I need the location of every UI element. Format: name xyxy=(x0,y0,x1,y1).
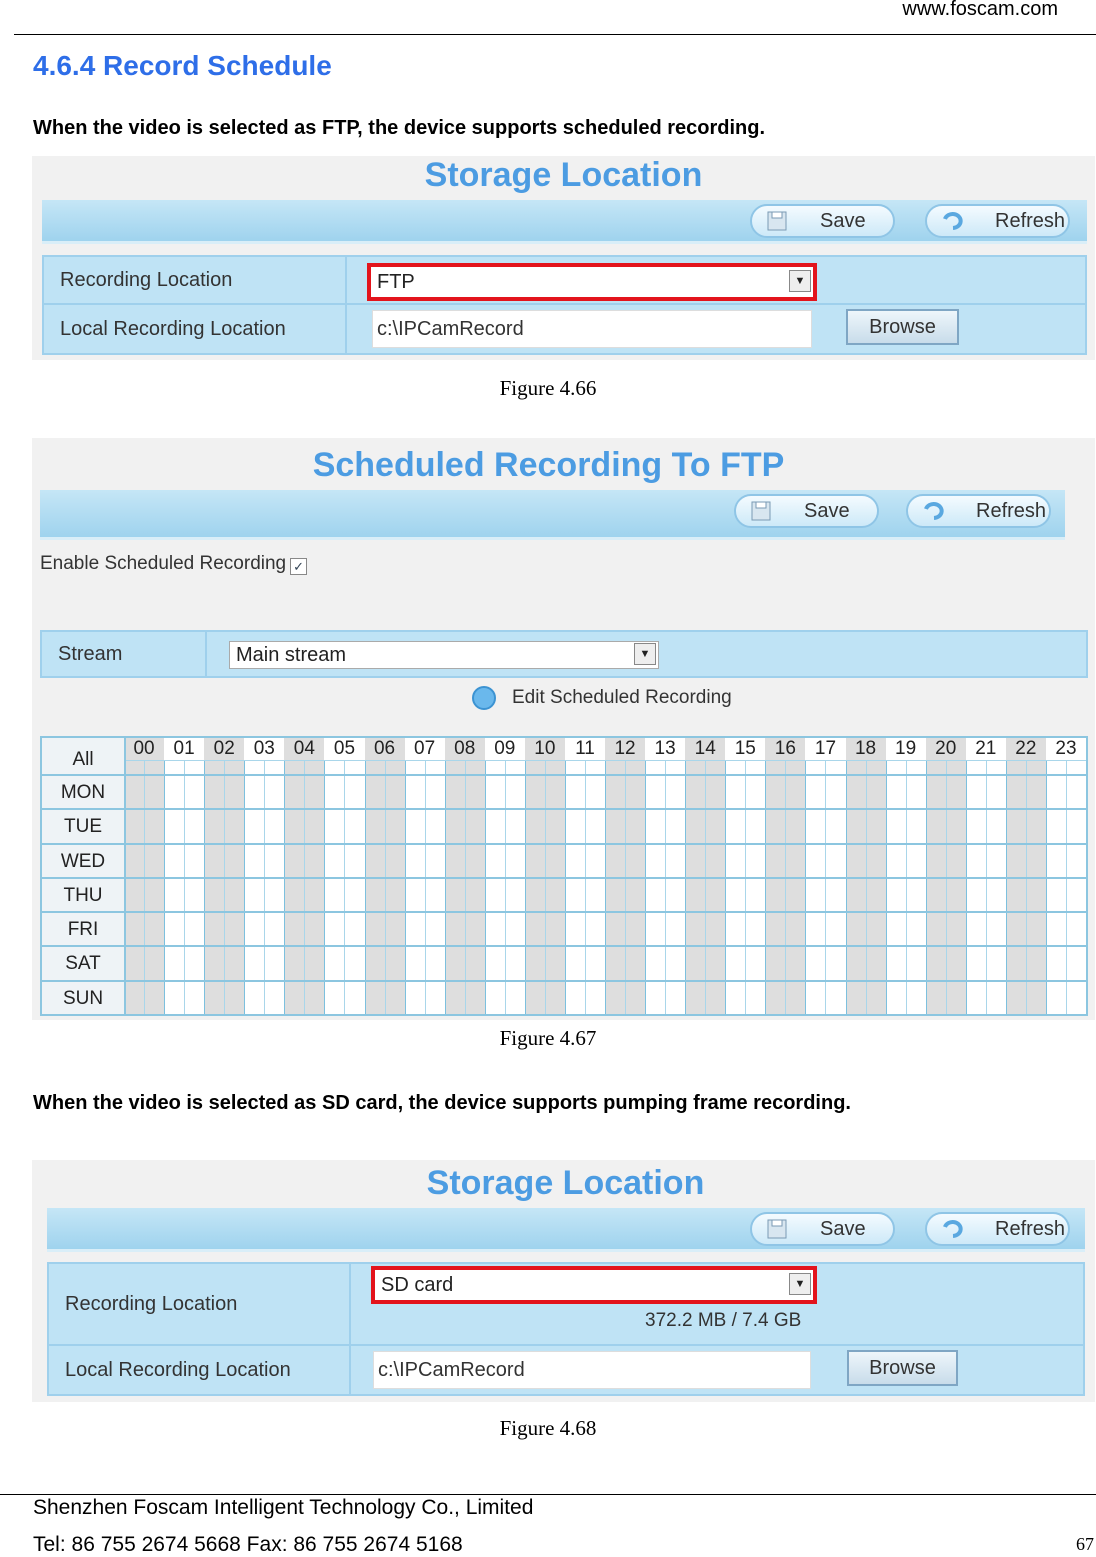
half-hour-divider xyxy=(304,760,305,1014)
local-recording-location-row xyxy=(47,1344,1085,1396)
toolbar xyxy=(40,490,1065,540)
paragraph-sd: When the video is selected as SD card, the device supports pumping frame recording. xyxy=(33,1092,851,1114)
day-label-sat[interactable]: SAT xyxy=(42,947,124,979)
day-label-wed[interactable]: WED xyxy=(42,845,124,877)
clock-icon xyxy=(472,686,496,710)
hour-label[interactable]: 09 xyxy=(485,738,525,760)
chevron-down-icon: ▼ xyxy=(789,270,811,292)
figure-caption: Figure 4.68 xyxy=(499,1416,597,1440)
half-hour-divider xyxy=(866,760,867,1014)
hour-label[interactable]: 06 xyxy=(365,738,405,760)
row-divider xyxy=(42,945,1086,947)
half-hour-divider xyxy=(385,760,386,1014)
row-divider xyxy=(42,980,1086,982)
recording-location-label: Recording Location xyxy=(49,1264,351,1344)
refresh-button[interactable] xyxy=(925,1212,1070,1246)
row-divider xyxy=(42,808,1086,810)
figure-caption: Figure 4.67 xyxy=(499,1026,597,1050)
hour-label[interactable]: 12 xyxy=(605,738,645,760)
hour-label[interactable]: 01 xyxy=(164,738,204,760)
half-hour-divider xyxy=(344,760,345,1014)
half-hour-divider xyxy=(545,760,546,1014)
refresh-button[interactable] xyxy=(906,494,1051,528)
save-label: Save xyxy=(820,209,866,232)
hour-label[interactable]: 00 xyxy=(124,738,164,760)
enable-label: Enable Scheduled Recording xyxy=(40,552,287,574)
edit-scheduled-recording[interactable] xyxy=(472,686,732,710)
save-button[interactable] xyxy=(750,204,895,238)
hour-label[interactable]: 15 xyxy=(725,738,765,760)
save-button[interactable] xyxy=(750,1212,895,1246)
label-column-divider xyxy=(124,738,126,1014)
hour-label[interactable]: 02 xyxy=(204,738,244,760)
selected-value: FTP xyxy=(377,270,415,293)
panel-title: Storage Location xyxy=(424,156,703,194)
enable-scheduled-recording xyxy=(40,552,307,575)
chevron-down-icon: ▼ xyxy=(634,643,656,665)
half-hour-divider xyxy=(665,760,666,1014)
recording-location-row xyxy=(47,1262,1085,1346)
day-label-mon[interactable]: MON xyxy=(42,776,124,808)
half-hour-divider xyxy=(465,760,466,1014)
panel-title: Storage Location xyxy=(426,1164,705,1202)
hour-label[interactable]: 21 xyxy=(966,738,1006,760)
stream-select[interactable] xyxy=(229,641,659,669)
half-hour-divider xyxy=(745,760,746,1014)
save-button[interactable] xyxy=(734,494,879,528)
hour-label[interactable]: 10 xyxy=(525,738,565,760)
refresh-label: Refresh xyxy=(976,499,1047,522)
enable-checkbox[interactable]: ✓ xyxy=(290,558,307,575)
storage-location-panel-sd xyxy=(32,1160,1095,1402)
sd-capacity: 372.2 MB / 7.4 GB xyxy=(645,1310,802,1331)
half-hour-divider xyxy=(425,760,426,1014)
refresh-icon xyxy=(941,1219,965,1239)
day-label-fri[interactable]: FRI xyxy=(42,913,124,945)
half-hour-divider xyxy=(785,760,786,1014)
local-path-input[interactable]: c:\IPCamRecord xyxy=(372,310,812,348)
save-icon xyxy=(750,501,774,521)
hour-label[interactable]: 07 xyxy=(405,738,445,760)
figure-caption: Figure 4.66 xyxy=(499,376,597,400)
hour-label[interactable]: 13 xyxy=(645,738,685,760)
hour-label[interactable]: 16 xyxy=(765,738,805,760)
half-hour-divider xyxy=(625,760,626,1014)
half-hour-divider xyxy=(1066,760,1067,1014)
save-label: Save xyxy=(820,1217,866,1240)
panel-title: Scheduled Recording To FTP xyxy=(312,446,785,484)
row-divider xyxy=(42,843,1086,845)
browse-button[interactable]: Browse xyxy=(846,309,959,345)
selected-value: Main stream xyxy=(236,643,347,666)
footer-contact: Tel: 86 755 2674 5668 Fax: 86 755 2674 5168 xyxy=(33,1533,463,1556)
half-hour-divider xyxy=(144,760,145,1014)
refresh-icon xyxy=(922,501,946,521)
website-url: www.foscam.com xyxy=(902,0,1058,20)
half-hour-divider xyxy=(705,760,706,1014)
half-hour-divider xyxy=(585,760,586,1014)
schedule-grid[interactable] xyxy=(40,736,1088,1016)
hour-label[interactable]: 22 xyxy=(1006,738,1046,760)
all-label[interactable]: All xyxy=(42,738,124,774)
local-recording-location-row xyxy=(42,303,1087,355)
local-recording-location-label: Local Recording Location xyxy=(49,1346,351,1394)
toolbar xyxy=(42,200,1087,244)
half-hour-divider xyxy=(224,760,225,1014)
toolbar xyxy=(47,1208,1085,1252)
refresh-label: Refresh xyxy=(995,1217,1066,1240)
stream-row xyxy=(40,630,1088,678)
footer-company: Shenzhen Foscam Intelligent Technology Co., Limited xyxy=(33,1496,534,1519)
half-hour-divider xyxy=(184,760,185,1014)
half-hour-divider xyxy=(1026,760,1027,1014)
row-divider xyxy=(42,877,1086,879)
hour-label[interactable]: 14 xyxy=(685,738,725,760)
header-divider xyxy=(14,34,1096,35)
local-recording-location-label: Local Recording Location xyxy=(44,305,347,353)
hour-label[interactable]: 23 xyxy=(1046,738,1086,760)
day-label-thu[interactable]: THU xyxy=(42,879,124,911)
recording-location-select[interactable] xyxy=(367,263,817,301)
hour-label[interactable]: 19 xyxy=(886,738,926,760)
paragraph-ftp: When the video is selected as FTP, the device supports scheduled recording. xyxy=(33,117,766,139)
edit-label: Edit Scheduled Recording xyxy=(512,687,732,708)
hour-label[interactable]: 11 xyxy=(565,738,605,760)
footer-divider xyxy=(0,1494,1096,1495)
refresh-button[interactable] xyxy=(925,204,1070,238)
day-label-sun[interactable]: SUN xyxy=(42,982,124,1014)
half-hour-divider xyxy=(906,760,907,1014)
save-label: Save xyxy=(804,499,850,522)
row-divider xyxy=(42,774,1086,776)
hour-label[interactable]: 04 xyxy=(284,738,324,760)
stream-label: Stream xyxy=(42,632,207,676)
save-icon xyxy=(766,211,790,231)
chevron-down-icon: ▼ xyxy=(789,1273,811,1295)
half-hour-divider xyxy=(946,760,947,1014)
page-number: 67 xyxy=(1076,1534,1094,1554)
browse-button[interactable]: Browse xyxy=(847,1350,958,1386)
hour-label[interactable]: 03 xyxy=(244,738,284,760)
recording-location-label: Recording Location xyxy=(44,257,347,303)
save-icon xyxy=(766,1219,790,1239)
refresh-label: Refresh xyxy=(995,209,1066,232)
recording-location-select[interactable] xyxy=(371,1266,817,1304)
hour-label[interactable]: 18 xyxy=(846,738,886,760)
refresh-icon xyxy=(941,211,965,231)
hour-label[interactable]: 17 xyxy=(805,738,845,760)
half-hour-divider xyxy=(505,760,506,1014)
recording-location-row xyxy=(42,255,1087,305)
half-hour-divider xyxy=(264,760,265,1014)
day-label-tue[interactable]: TUE xyxy=(42,810,124,842)
section-title: 4.6.4 Record Schedule xyxy=(33,50,332,81)
hour-label[interactable]: 05 xyxy=(324,738,364,760)
storage-location-panel-ftp xyxy=(32,156,1095,360)
half-hour-header-line xyxy=(124,760,1086,761)
hour-label[interactable]: 08 xyxy=(445,738,485,760)
half-hour-divider xyxy=(986,760,987,1014)
row-divider xyxy=(42,911,1086,913)
local-path-input[interactable]: c:\IPCamRecord xyxy=(373,1351,811,1389)
hour-label[interactable]: 20 xyxy=(926,738,966,760)
half-hour-divider xyxy=(825,760,826,1014)
selected-value: SD card xyxy=(381,1273,454,1296)
